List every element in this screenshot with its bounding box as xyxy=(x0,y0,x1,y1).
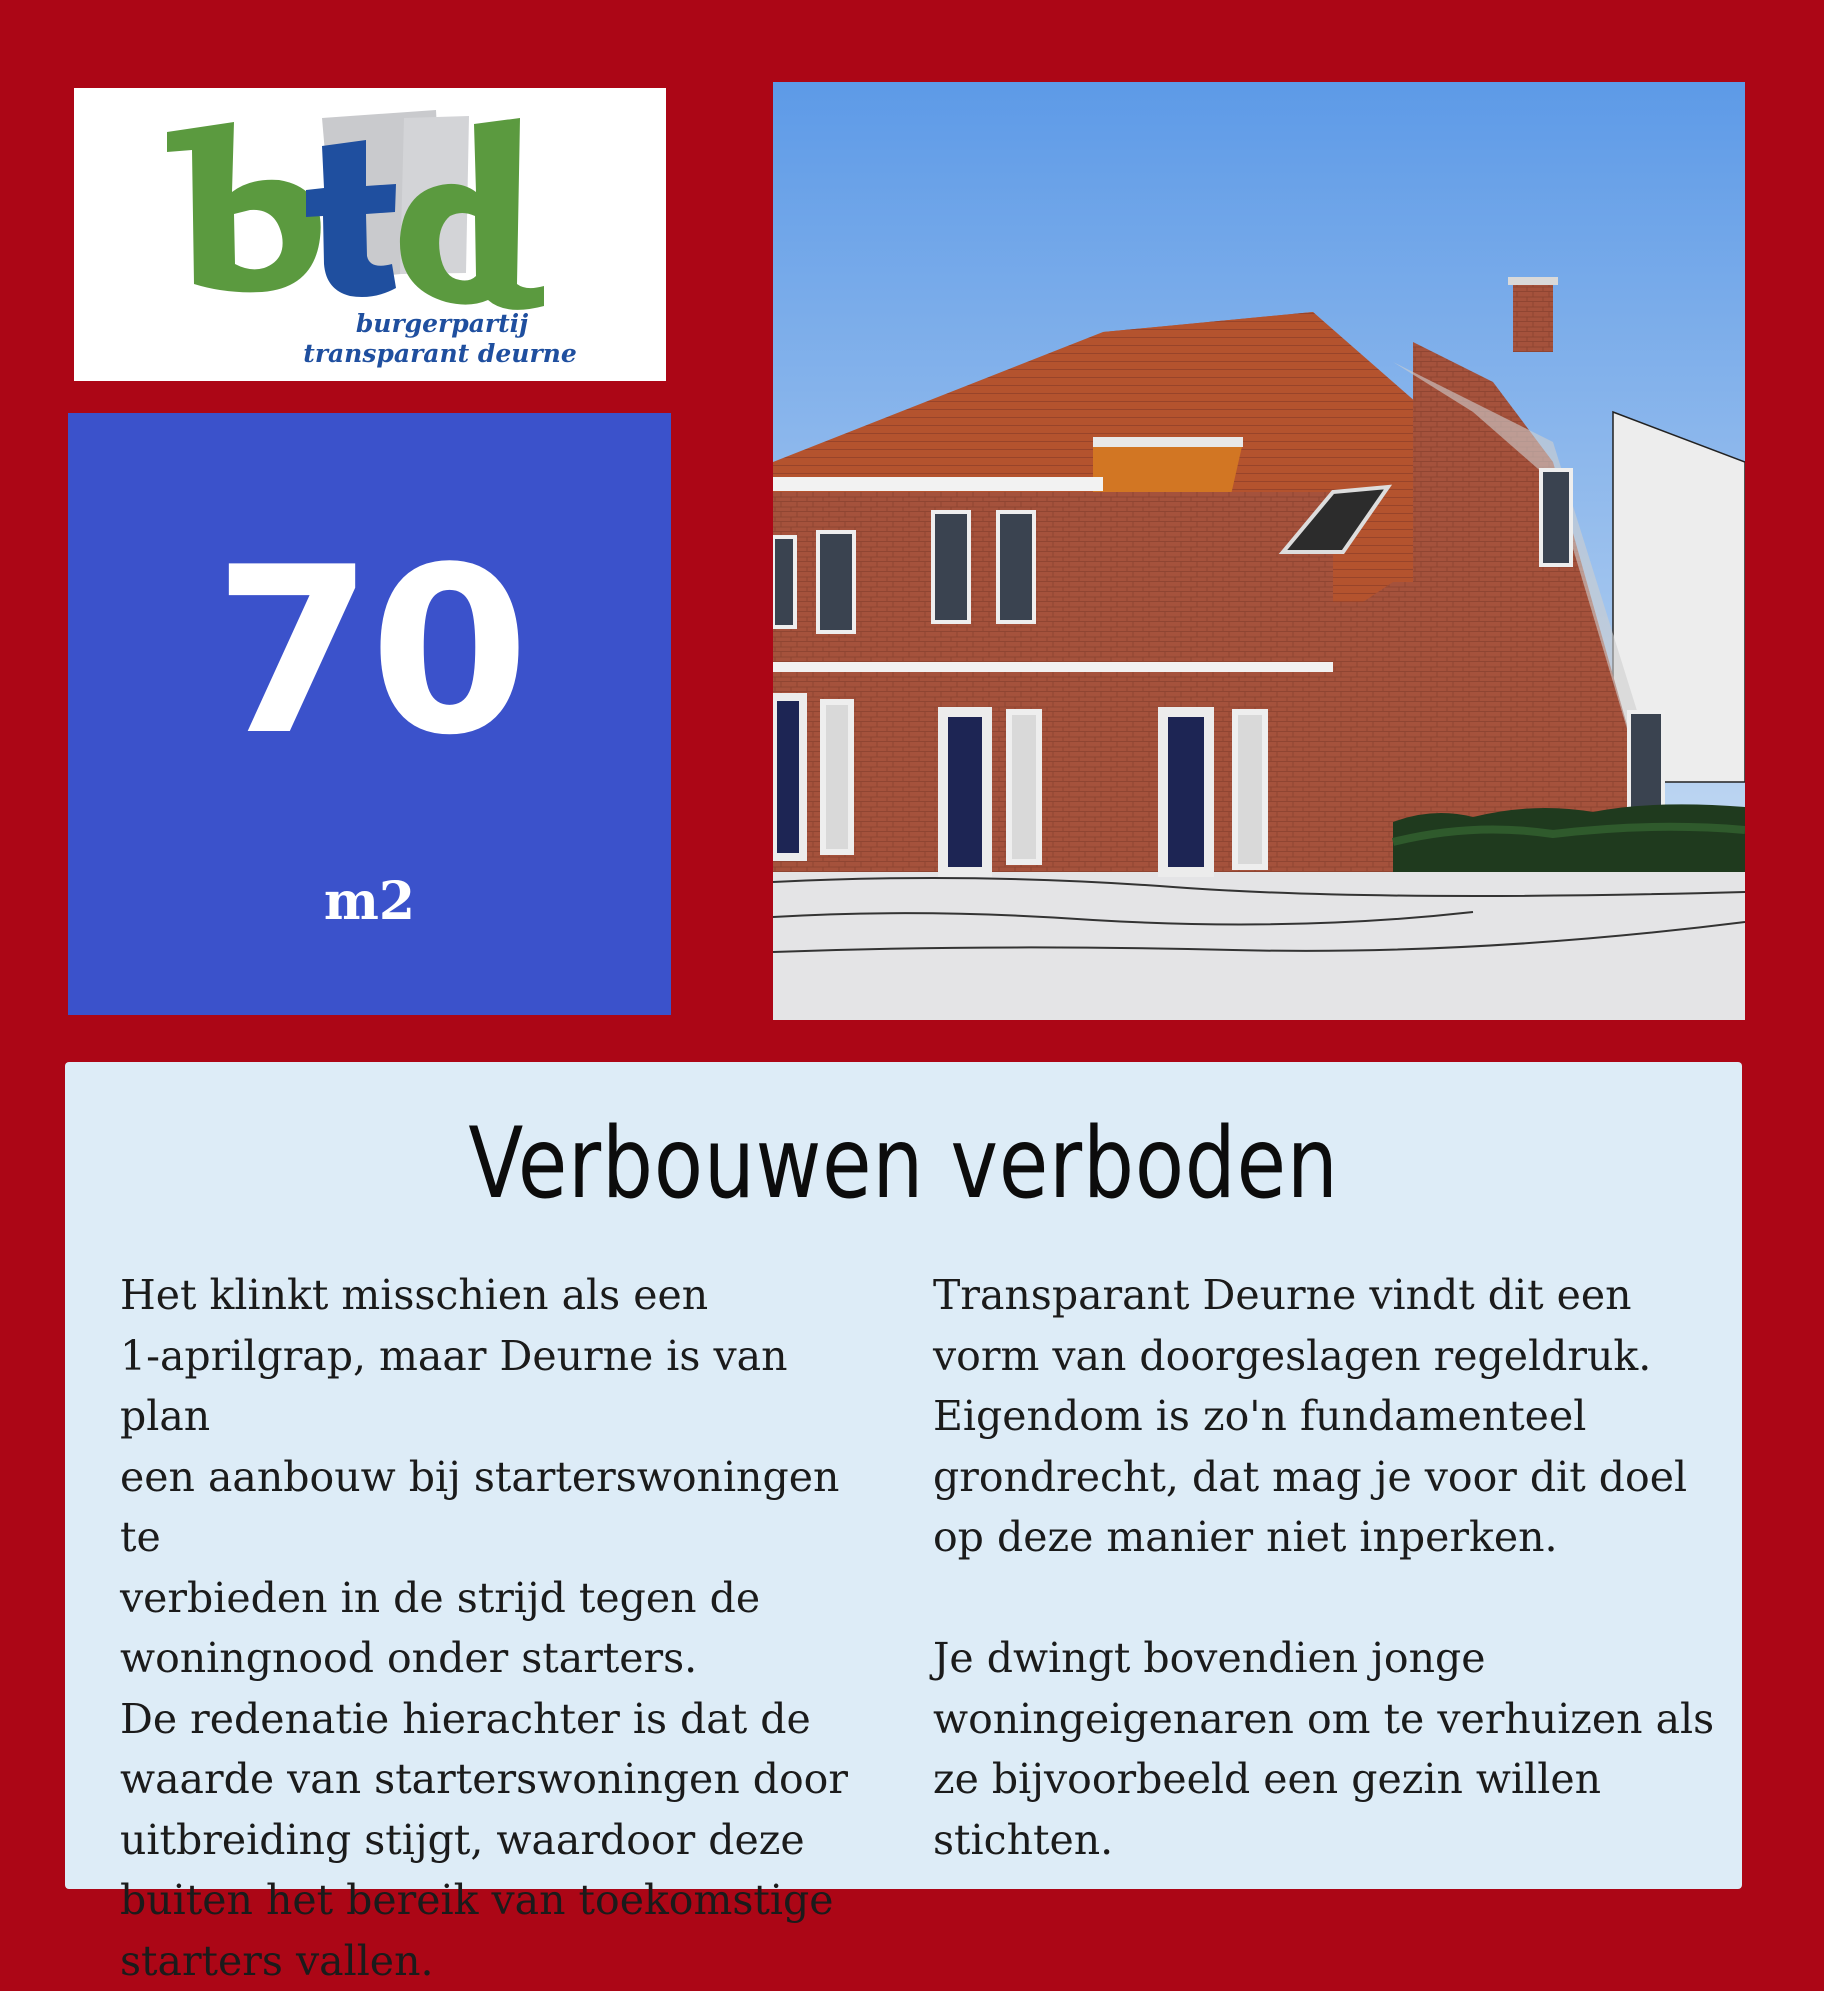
left-text-column: Het klinkt misschien als een 1-aprilgrap, maar Deurne is van plan een aanbouw bij starterswoningen te verbieden in de strijd tegen de woningnood onder starters. De redenatie hierachter is dat de waarde van starterswoningen door uitbreiding stijgt, waardoor deze buiten het bereik van toekomstige starters vallen. xyxy=(120,1271,848,1985)
area-number: 70 xyxy=(213,519,526,786)
article-panel xyxy=(65,1062,1742,1985)
area-badge xyxy=(68,413,671,1015)
terraced-houses-icon xyxy=(773,82,1745,1020)
logo-line1: burgerpartij xyxy=(355,309,529,338)
right-text-column: Transparant Deurne vindt dit een vorm van doorgeslagen regeldruk. Eigendom is zo'n fundamenteel grondrecht, dat mag je voor dit doel op deze manier niet inperken. Je dwingt bovendien jonge woningeigenaren om te verhuizen als ze bijvoorbeeld een gezin willen stichten. xyxy=(933,1271,1715,1864)
party-logo xyxy=(74,88,666,381)
logo-line2: transparant deurne xyxy=(303,339,577,368)
house-render-image xyxy=(773,82,1745,1020)
area-unit: m2 xyxy=(323,871,416,932)
headline: Verbouwen verboden xyxy=(468,1107,1339,1221)
btd-logo-icon xyxy=(74,88,666,381)
